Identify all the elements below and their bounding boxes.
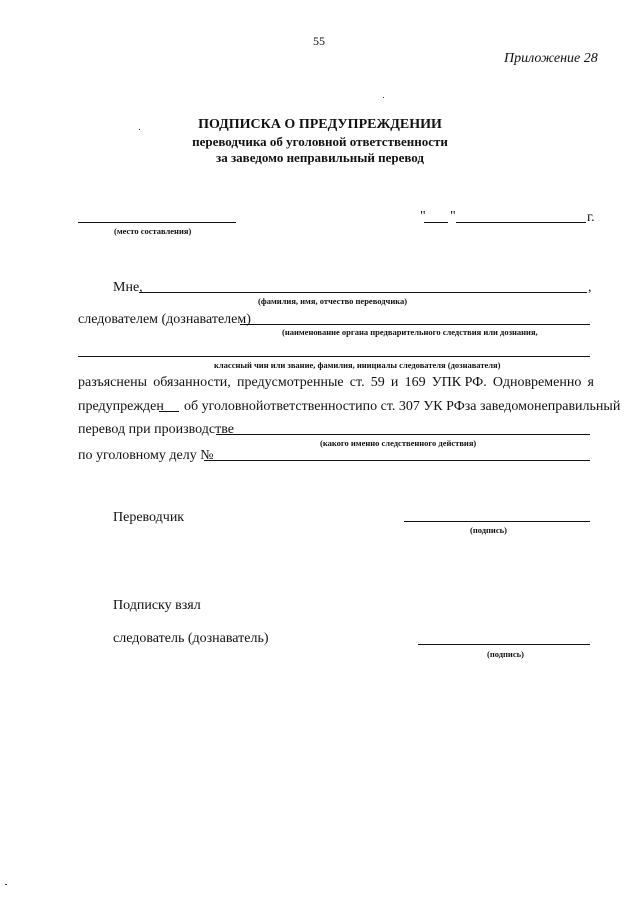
organ-line [240,324,590,325]
duties-word: УПК РФ. [431,375,487,390]
warned-text [184,399,621,415]
duties-word: предусмотренные [236,375,344,390]
investigator-signature-label: следователь (дознаватель) [113,631,269,646]
me-comma: , [588,280,592,295]
duties-word: и [390,375,399,390]
warned-prefix: предупрежден [78,399,164,414]
duties-word: 169 [404,375,426,390]
duties-word: обязанности, [153,375,231,390]
duties-word: разъяснены [78,375,148,390]
rank-caption: классный чин или звание, фамилия, инициалы следователя (дознавателя) [214,360,501,370]
organ-caption: (наименование органа предварительного следствия или дознания, [282,327,538,337]
page-number: 55 [313,34,325,48]
scan-speck [383,97,384,98]
warned-word: по ст. 307 УК РФ [362,399,465,414]
investigator-label: следователем (дознавателем) [78,312,251,327]
case-number-line [204,460,590,461]
scan-speck [5,884,7,885]
warned-gender-line [159,411,179,412]
translator-signature-caption: (подпись) [470,525,507,535]
date-quote-close: " [450,209,456,224]
duties-word: ст. [349,375,365,390]
taken-label: Подписку взял [113,598,201,613]
translator-signature-label: Переводчик [113,510,185,525]
translator-caption: (фамилия, имя, отчество переводчика) [258,296,408,306]
me-label: Мне, [113,280,143,295]
appendix-label: Приложение 28 [504,51,598,66]
warned-word: неправильный [534,399,621,414]
warned-word: ответственности [263,399,363,414]
action-caption: (какого именно следственного действия) [320,438,477,448]
place-field-line [78,222,236,223]
date-day-line [424,222,448,223]
document-subtitle: переводчика об уголовной ответственности [192,134,448,149]
warned-word: об уголовной [184,399,264,414]
production-label: перевод при производстве [78,422,234,437]
date-month-line [456,222,586,223]
date-quote-open: " [420,209,426,224]
translator-signature-line [404,521,590,522]
place-caption: (место составления) [114,226,192,236]
warned-word: за заведомо [464,399,535,414]
investigator-signature-caption: (подпись) [487,649,524,659]
document-subtitle-2: за заведомо неправильный перевод [215,150,424,165]
production-line [216,434,590,435]
duties-word: 59 [370,375,385,390]
translator-name-line [139,292,587,293]
rank-line [78,356,590,357]
case-label: по уголовному делу № [78,448,214,463]
year-suffix: г. [587,210,595,225]
duties-line [78,375,594,391]
investigator-signature-line [418,644,590,645]
document-title: ПОДПИСКА О ПРЕДУПРЕЖДЕНИИ [198,117,442,132]
duties-word: я [587,375,594,390]
duties-word: Одновременно [492,375,582,390]
